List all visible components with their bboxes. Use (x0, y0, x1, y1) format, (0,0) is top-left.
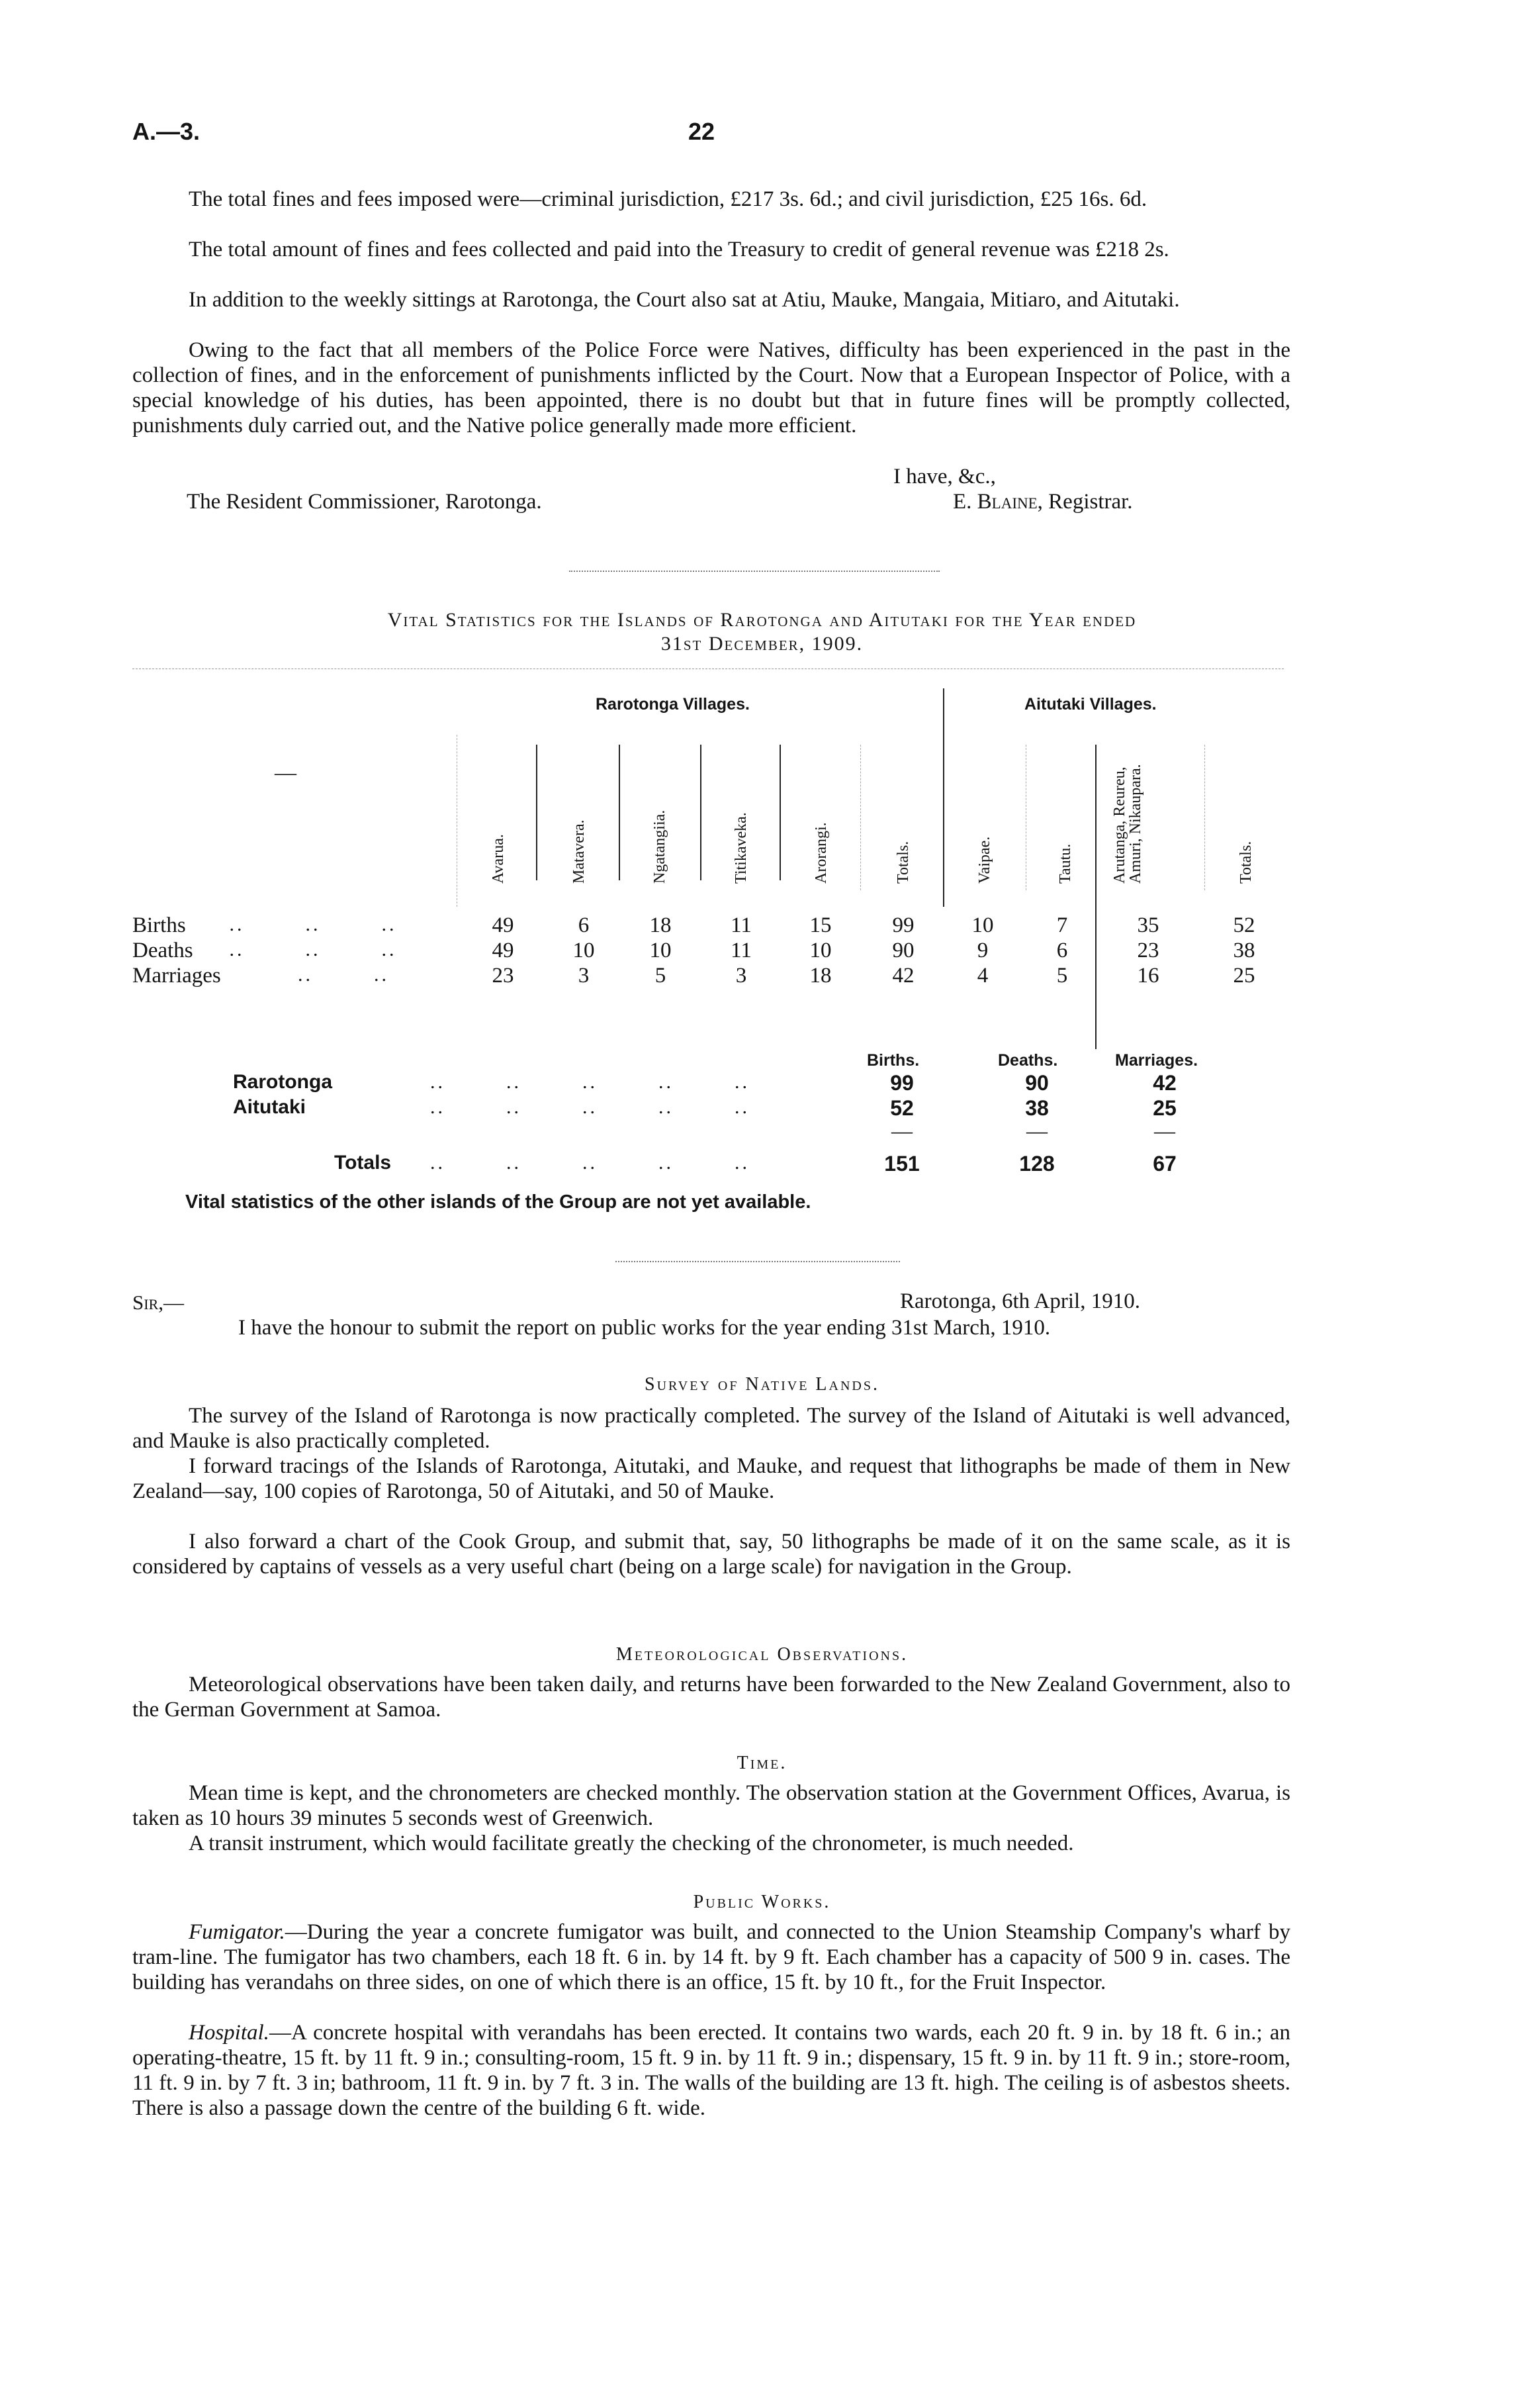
summary-rule: — (891, 1119, 913, 1142)
row-leader-dots: .. .. .. (222, 913, 397, 935)
heading-meteorological: Meteorological Observations. (615, 1644, 909, 1665)
summary-header-deaths: Deaths. (998, 1051, 1058, 1070)
summary-total: 128 (1019, 1152, 1055, 1176)
group-divider (943, 688, 944, 907)
cell: 10 (971, 913, 994, 937)
cell: 38 (1233, 939, 1255, 962)
fumigator-paragraph: Fumigator.—During the year a concrete fumigator was built, and connected to the Union Steamship Company's wharf by tram-line. The fumigator has two chambers, each 18 ft. 6 in. by 14 ft. by 9 ft. Each chamber has a capacity of 500 9 in. cases. The building has verandahs on three sides, on one of which there is an office, 15 ft. by 10 ft., for the Fruit Inspector. (132, 1920, 1290, 1994)
closing: I have, &c., (893, 465, 996, 488)
cell: 5 (1056, 964, 1068, 988)
cell: 35 (1137, 913, 1159, 937)
cell: 42 (892, 964, 915, 988)
chart-paragraph: I also forward a chart of the Cook Group, and submit that, say, 50 lithographs be made of it on the same scale, as it is considered by captains of vessels as a very useful chart (being on a large scale) for navigation in the Group. (132, 1530, 1290, 1579)
row-leader-dots: .. .. (222, 964, 389, 986)
cell: 15 (809, 913, 832, 937)
cell: 3 (735, 964, 747, 988)
column-rule (700, 745, 701, 880)
aitutaki-group-header: Aitutaki Villages. (1024, 695, 1157, 714)
hospital-paragraph: Hospital.—A concrete hospital with verandahs has been erected. It contains two wards, each 20 ft. 9 in. by 18 ft. 6 in.; an operating-theatre, 15 ft. by 11 ft. 9 in.; consulting-room, 15 ft. 9 in. by 11 ft. 9 in.; dispensary, 15 ft. 9 in. by 11 ft. 9 in.; store-room, 11 ft. 9 in. by 7 ft. 3 in; bathroom, 11 ft. 9 in. by 7 ft. 3 in. The walls of the building are 13 ft. high. The ceiling is of asbestos sheets. There is also a passage down the centre of the building 6 ft. wide. (132, 2021, 1290, 2120)
cell: 3 (578, 964, 590, 988)
summary-total: 67 (1153, 1152, 1177, 1176)
heading-survey: Survey of Native Lands. (645, 1374, 879, 1395)
heading-time: Time. (737, 1753, 787, 1773)
cell: 9 (977, 939, 989, 962)
col-titikaveka: Titikaveka. (733, 812, 750, 884)
summary-cell: 38 (1025, 1096, 1049, 1120)
column-rule (1095, 745, 1097, 1049)
page-number: 22 (688, 118, 715, 145)
section-divider (615, 1261, 900, 1262)
column-rule (619, 745, 620, 880)
survey-paragraph: The survey of the Island of Rarotonga is now practically completed. The survey of the Island of Aitutaki is well advanced, and Mauke is also practically completed. (132, 1404, 1290, 1453)
place-date: Rarotonga, 6th April, 1910. (900, 1289, 1140, 1313)
column-rule (860, 745, 861, 890)
col-matavera: Matavera. (570, 819, 588, 884)
cell: 6 (1056, 939, 1068, 962)
row-leader-dots: .. .. .. (222, 939, 397, 960)
vital-stats-title: Vital Statistics for the Islands of Rarotonga and Aitutaki for the Year ended (387, 609, 1137, 631)
summary-cell: 52 (890, 1096, 914, 1120)
cell: 11 (731, 913, 752, 937)
cell: 16 (1137, 964, 1159, 988)
col-rarotonga-totals: Totals. (895, 841, 912, 884)
rarotonga-group-header: Rarotonga Villages. (596, 695, 750, 714)
summary-label-totals: Totals (334, 1152, 392, 1174)
summary-cell: 42 (1153, 1071, 1177, 1095)
col-vaipae: Vaipae. (976, 836, 993, 884)
cell: 18 (649, 913, 672, 937)
cell: 90 (892, 939, 915, 962)
row-label-deaths: Deaths (132, 939, 193, 962)
cell: 49 (492, 913, 514, 937)
cell: 11 (731, 939, 752, 962)
column-rule (780, 745, 781, 880)
letter-intro: I have the honour to submit the report on public works for the year ending 31st March, 1910. (238, 1316, 1051, 1340)
cell: 99 (892, 913, 915, 937)
row-leader-dots: .. .. .. .. .. (430, 1152, 750, 1174)
summary-rule: — (1154, 1119, 1175, 1142)
sittings-paragraph: In addition to the weekly sittings at Rarotonga, the Court also sat at Atiu, Mauke, Mangaia, Mitiaro, and Aitutaki. (189, 288, 1180, 312)
report-reference: A.—3. (132, 118, 201, 145)
col-avarua: Avarua. (490, 834, 507, 884)
summary-rule: — (1026, 1119, 1048, 1142)
salutation: Sir,— (132, 1291, 184, 1314)
signature: E. Blaine, Registrar. (953, 490, 1133, 514)
meteorological-paragraph: Meteorological observations have been taken daily, and returns have been forwarded to the New Zealand Government, also to the German Government at Samoa. (132, 1673, 1290, 1722)
cell: 23 (492, 964, 514, 988)
section-divider (569, 571, 940, 572)
stub-dash: — (275, 761, 296, 785)
vital-stats-subtitle: 31st December, 1909. (660, 633, 864, 655)
column-rule (1204, 745, 1205, 890)
row-leader-dots: .. .. .. .. .. (430, 1096, 750, 1118)
column-rule (536, 745, 537, 880)
col-tautu: Tautu. (1057, 843, 1074, 884)
cell: 6 (578, 913, 590, 937)
cell: 18 (809, 964, 832, 988)
summary-total: 151 (884, 1152, 920, 1176)
transit-paragraph: A transit instrument, which would facilitate greatly the checking of the chronometer, is much needed. (189, 1831, 1074, 1855)
police-paragraph: Owing to the fact that all members of the Police Force were Natives, difficulty has been experienced in the past in the collection of fines, and in the enforcement of punishments inflicted by the Court. Now that a European Inspector of Police, with a special knowledge of his duties, has been appointed, there is no doubt but that in future fines will be promptly collected, punishments duly carried out, and the Native police generally made more efficient. (132, 338, 1290, 438)
cell: 10 (809, 939, 832, 962)
summary-header-births: Births. (867, 1051, 920, 1070)
summary-cell: 90 (1025, 1071, 1049, 1095)
time-paragraph: Mean time is kept, and the chronometers are checked monthly. The observation station at the Government Offices, Avarua, is taken as 10 hours 39 minutes 5 seconds west of Greenwich. (132, 1781, 1290, 1830)
heading-public-works: Public Works. (693, 1892, 831, 1912)
cell: 10 (572, 939, 595, 962)
fumigator-label: Fumigator. (189, 1920, 285, 1944)
cell: 5 (654, 964, 666, 988)
summary-label-rarotonga: Rarotonga (233, 1071, 332, 1093)
summary-cell: 25 (1153, 1096, 1177, 1120)
summary-cell: 99 (890, 1071, 914, 1095)
cell: 25 (1233, 964, 1255, 988)
row-label-marriages: Marriages (132, 964, 221, 988)
hospital-label: Hospital. (189, 2021, 269, 2045)
col-arorangi: Arorangi. (813, 822, 830, 884)
cell: 4 (977, 964, 989, 988)
collected-paragraph: The total amount of fines and fees collected and paid into the Treasury to credit of general revenue was £218 2s. (189, 238, 1169, 261)
fines-paragraph: The total fines and fees imposed were—criminal jurisdiction, £217 3s. 6d.; and civil jurisdiction, £25 16s. 6d. (189, 187, 1147, 211)
cell: 52 (1233, 913, 1255, 937)
addressee: The Resident Commissioner, Rarotonga. (187, 490, 542, 514)
cell: 23 (1137, 939, 1159, 962)
cell: 7 (1056, 913, 1068, 937)
summary-label-aitutaki: Aitutaki (233, 1096, 306, 1118)
cell: 49 (492, 939, 514, 962)
col-ngatangiia: Ngatangiia. (651, 810, 668, 884)
row-leader-dots: .. .. .. .. .. (430, 1071, 750, 1093)
col-arutanga-group: Arutanga, Reureu, Amuri, Nikaupara. (1111, 764, 1144, 884)
row-label-births: Births (132, 913, 186, 937)
col-aitutaki-totals: Totals. (1237, 841, 1255, 884)
tracings-paragraph: I forward tracings of the Islands of Rarotonga, Aitutaki, and Mauke, and request that lithographs be made of them in New Zealand—say, 100 copies of Rarotonga, 50 of Aitutaki, and 50 of Mauke. (132, 1454, 1290, 1503)
availability-note: Vital statistics of the other islands of the Group are not yet available. (185, 1191, 811, 1213)
cell: 10 (649, 939, 672, 962)
summary-header-marriages: Marriages. (1115, 1051, 1198, 1070)
